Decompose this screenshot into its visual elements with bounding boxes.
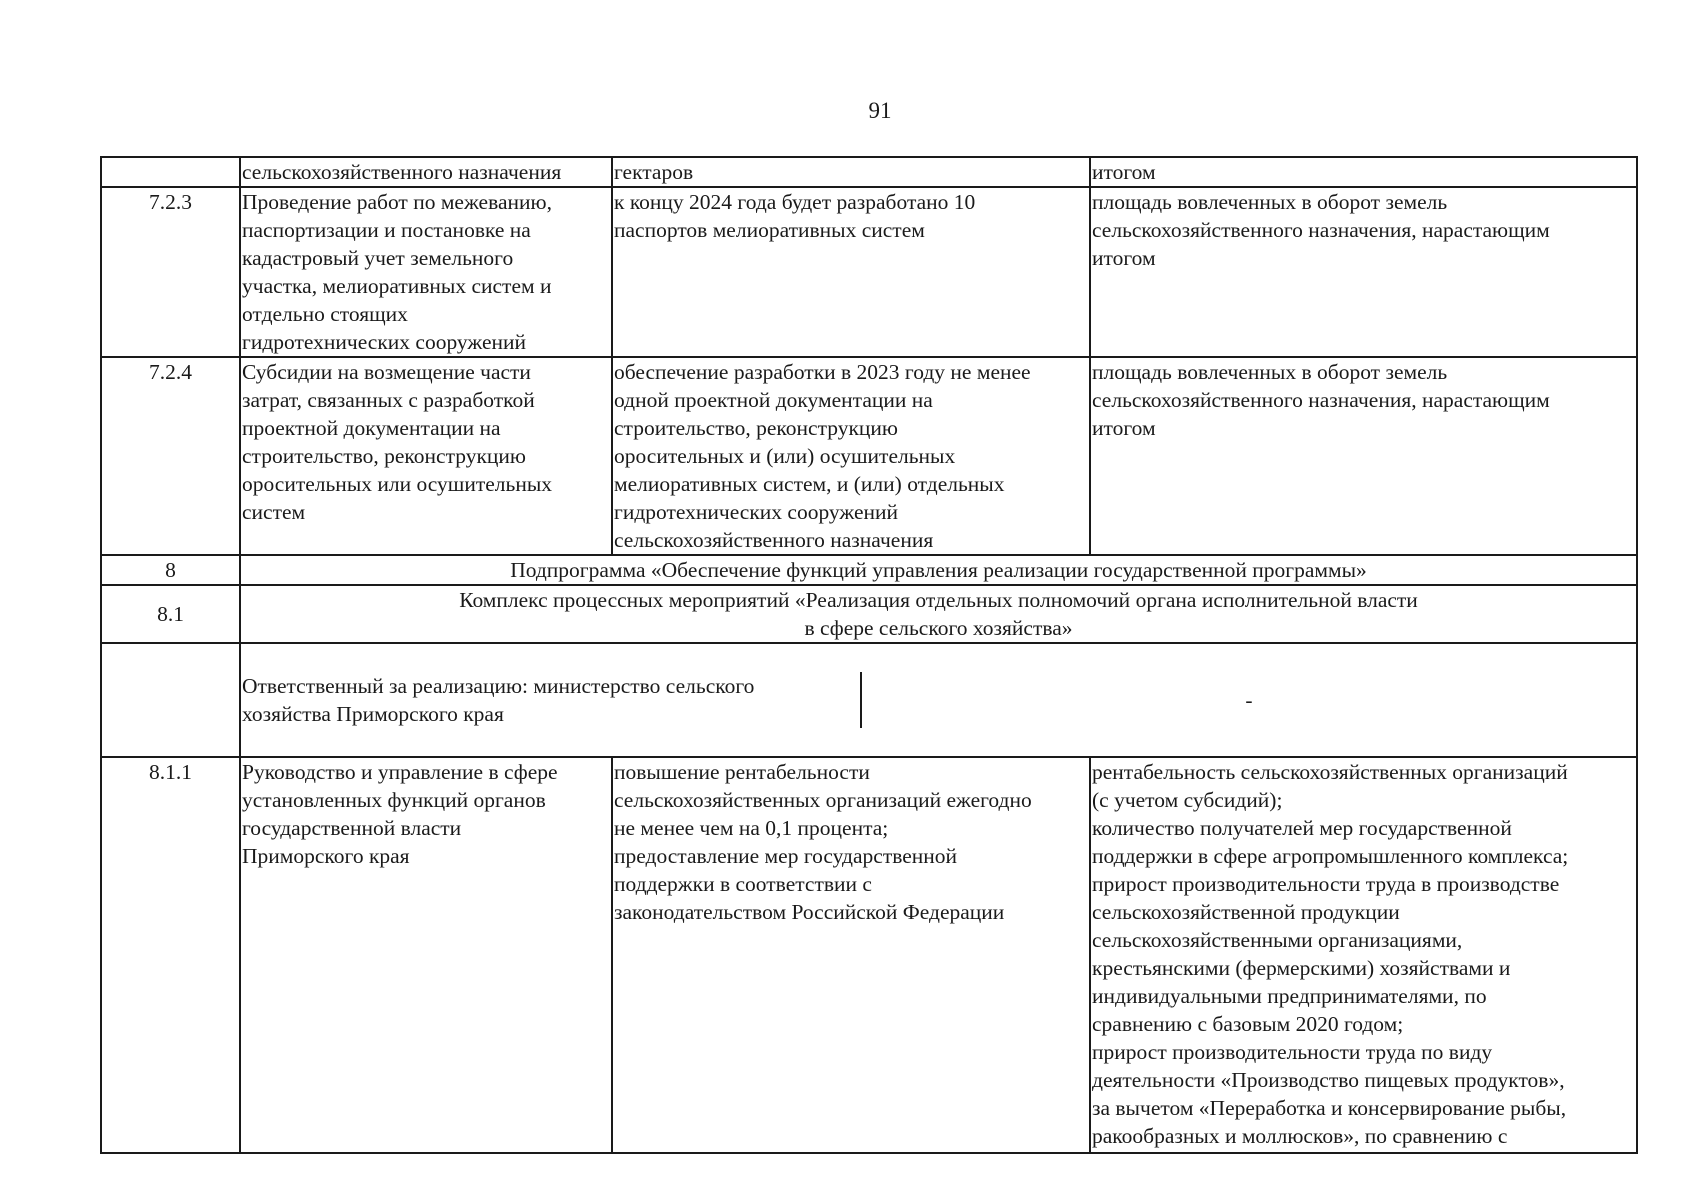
indicator: итогом (1090, 157, 1637, 187)
responsible-value: - (1245, 688, 1253, 712)
row-number: 8.1 (101, 585, 240, 643)
expected-result: обеспечение разработки в 2023 году не менее одной проектной документации на строительство, реконструкцию оросительных и (или) осушительных мелиоративных систем, и (или) отдельных гидротехнических сооружений сельскохозяйственного назначения (612, 357, 1090, 555)
expected-result: к концу 2024 года будет разработано 10 паспортов мелиоративных систем (612, 187, 1090, 357)
row-number (101, 643, 240, 757)
indicator: площадь вовлеченных в оборот земель сельскохозяйственного назначения, нарастающим итогом (1090, 357, 1637, 555)
table-row-complex-8-1 (101, 585, 1637, 643)
row-number: 7.2.4 (101, 357, 240, 555)
complex-title: Комплекс процессных мероприятий «Реализация отдельных полномочий органа исполнительной власти в сфере сельского хозяйства» (240, 585, 1637, 643)
row-number (101, 157, 240, 187)
indicator: площадь вовлеченных в оборот земель сельскохозяйственного назначения, нарастающим итогом (1090, 187, 1637, 357)
measure-name: Субсидии на возмещение части затрат, связанных с разработкой проектной документации на строительство, реконструкцию оросительных или осушительных систем (240, 357, 612, 555)
table-row-responsible (101, 643, 1637, 757)
row-number: 8.1.1 (101, 757, 240, 1153)
measure-name: Проведение работ по межеванию, паспортизации и постановке на кадастровый учет земельного участка, мелиоративных систем и отдельно стоящих гидротехнических сооружений (240, 187, 612, 357)
table-row-7-2-3 (101, 187, 1637, 357)
table-row-7-2-4 (101, 357, 1637, 555)
table-row-subprogram-8 (101, 555, 1637, 585)
measure-name: Руководство и управление в сфере установленных функций органов государственной власти Приморского края (240, 757, 612, 1153)
page-number: 91 (868, 98, 892, 123)
subprogram-title: Подпрограмма «Обеспечение функций управления реализации государственной программы» (240, 555, 1637, 585)
responsible-cell (240, 643, 1637, 757)
table-row-continuation (101, 157, 1637, 187)
measures-table (100, 156, 1638, 1154)
row-number: 7.2.3 (101, 187, 240, 357)
measure-name: сельскохозяйственного назначения (240, 157, 612, 187)
indicator: рентабельность сельскохозяйственных организаций (с учетом субсидий); количество получателей мер государственной поддержки в сфере агропромышленного комплекса; прирост производительности труда в производстве сельскохозяйственной продукции сельскохозяйственными организациями, крестьянскими (фермерскими) хозяйствами и индивидуальными предпринимателями, по сравнению с базовым 2020 годом; прирост производительности труда по виду деятельности «Производство пищевых продуктов», за вычетом «Переработка и консервирование рыбы, ракообразных и моллюсков», по сравнению с (1090, 757, 1637, 1153)
table-row-8-1-1 (101, 757, 1637, 1153)
row-number: 8 (101, 555, 240, 585)
responsible-label: Ответственный за реализацию: министерство сельского хозяйства Приморского края (241, 672, 862, 728)
expected-result: повышение рентабельности сельскохозяйственных организаций ежегодно не менее чем на 0,1 процента; предоставление мер государственной поддержки в соответствии с законодательством Российской Федерации (612, 757, 1090, 1153)
expected-result: гектаров (612, 157, 1090, 187)
